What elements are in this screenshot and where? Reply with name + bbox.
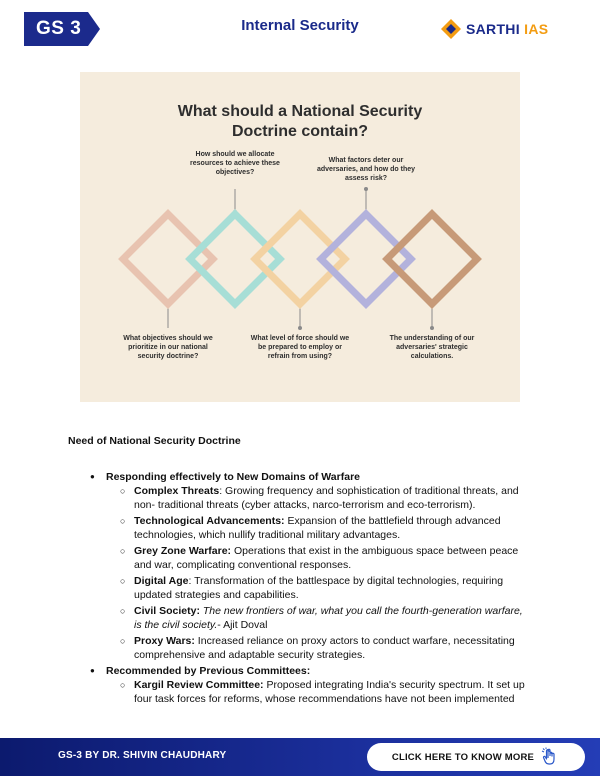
- gs3-tag-label: GS 3: [36, 18, 82, 39]
- page-header-title: Internal Security: [241, 17, 359, 34]
- infographic-title: What should a National Security Doctrine contain?: [177, 103, 423, 140]
- pointer-hand-icon: [540, 747, 560, 767]
- label-level-of-force: What level of force should we be prepared to employ or refrain from using?: [250, 335, 350, 360]
- footer-author-text: GS-3 BY DR. SHIVIN CHAUDHARY: [58, 750, 227, 761]
- label-deter-adversaries: What factors deter our adversaries, and how do they assess risk?: [316, 157, 416, 182]
- doctrine-infographic: [80, 72, 520, 402]
- list-item: ○ Technological Advancements: Expansion of the battlefield through advanced technologies, which nullify traditional military advantages.: [120, 514, 530, 542]
- sarthi-logo-icon: [440, 18, 462, 40]
- diamond-4: [321, 214, 411, 304]
- connector-dot: [364, 187, 368, 191]
- diamond-3: [255, 214, 345, 304]
- know-more-label: CLICK HERE TO KNOW MORE: [391, 751, 535, 763]
- label-allocate-resources: How should we allocate resources to achieve these objectives?: [190, 151, 280, 176]
- connector-dot: [298, 326, 302, 330]
- sub-list: [120, 678, 530, 706]
- list-item: ○ Proxy Wars: Increased reliance on proxy actors to conduct warfare, necessitating comprehensive and adaptable security strategies.: [120, 634, 530, 662]
- list-item: ○ Kargil Review Committee: Proposed integrating India's security spectrum. It set up four task forces for reforms, whose recommendations have not been implemented: [120, 678, 530, 706]
- diamond-1: [123, 214, 213, 304]
- diamond-2: [190, 214, 280, 304]
- list-item: ○ Civil Society: The new frontiers of war, what you call the fourth-generation warfare, is the civil society.- Ajit Doval: [120, 604, 530, 632]
- section-heading: Need of National Security Doctrine: [68, 435, 241, 447]
- brand-text: SARTHI IAS: [466, 21, 549, 37]
- list-item: ○ Grey Zone Warfare: Operations that exist in the ambiguous space between peace and war, complicating conventional responses.: [120, 544, 530, 572]
- know-more-button[interactable]: [367, 743, 585, 771]
- connector-dot: [430, 326, 434, 330]
- bullet-content: [90, 470, 530, 708]
- diamond-5: [387, 214, 477, 304]
- list-item: ○ Complex Threats: Growing frequency and sophistication of traditional threats, and non- traditional threats (cyber attacks, narco-terrorism and eco-terrorism).: [120, 484, 530, 512]
- footer-banner: [0, 738, 600, 776]
- list-item: ● Recommended by Previous Committees:: [90, 664, 530, 678]
- list-item: ● Responding effectively to New Domains of Warfare: [90, 470, 530, 484]
- brand-logo: [440, 15, 548, 43]
- list-item: ○ Digital Age: Transformation of the battlespace by digital technologies, requiring updated strategies and capabilities.: [120, 574, 530, 602]
- label-adversary-calculations: The understanding of our adversaries' strategic calculations.: [389, 335, 475, 360]
- sub-list: [120, 484, 530, 662]
- label-prioritize-objectives: What objectives should we prioritize in our national security doctrine?: [123, 335, 213, 360]
